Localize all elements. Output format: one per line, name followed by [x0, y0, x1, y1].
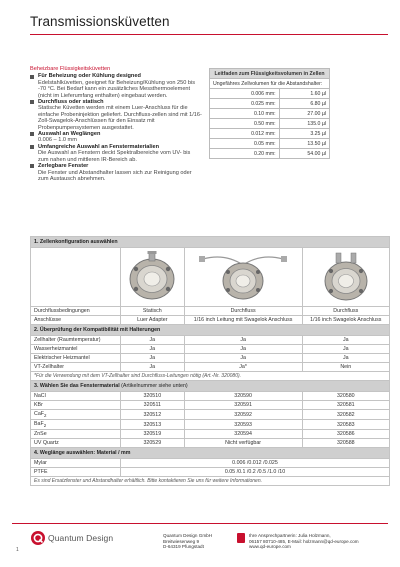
spacer-thickness: 0.012 mm:: [210, 129, 280, 139]
bullet-square-icon: [30, 145, 34, 149]
feature-heading: Umfangreiche Auswahl an Fenstermaterialien: [38, 143, 160, 150]
table-cell: 320529: [121, 439, 185, 448]
table-cell: 320519: [121, 430, 185, 439]
compatibility-note: *Für die Verwendung mit dem VT-Zellhalter sind Durchfluss-Leitungen nötig (Art.-Nr. 320080).: [31, 372, 390, 381]
spacer-thickness: 0.006 mm:: [210, 89, 280, 99]
table-cell: 320510: [121, 392, 185, 401]
row-label: Mylar: [31, 459, 121, 468]
table-cell: Ja: [121, 336, 185, 345]
table-row: [31, 468, 390, 477]
address-line: Quantum Design GmbH: [163, 533, 213, 538]
company-address: [163, 533, 212, 550]
website-link[interactable]: www.qd-europe.com: [249, 544, 291, 550]
volume-table-subtitle: Ungefähres Zellvolumen für die Abstandshalter:: [210, 79, 330, 89]
table-row: [31, 439, 390, 448]
table-cell: Durchfluss: [302, 307, 389, 316]
cell-flow-tube-icon: [195, 251, 291, 303]
spacer-thickness: 0.05 mm:: [210, 139, 280, 149]
row-label: [31, 410, 121, 420]
title-divider: [30, 34, 388, 35]
table-row: [210, 139, 330, 149]
material-name: CaF: [34, 411, 45, 417]
row-label: [31, 392, 121, 401]
table-row: [210, 129, 330, 139]
cell-volume: 13.50 µl: [279, 139, 329, 149]
configuration-table: [30, 236, 390, 486]
table-cell: Luer Adapter: [121, 316, 185, 325]
table-row: [31, 307, 390, 316]
bullet-square-icon: [30, 132, 34, 136]
material-name: BaF: [34, 421, 44, 428]
table-cell: 0.05 /0.1 /0.2 /0.5 /1.0 /10: [121, 468, 390, 477]
table-cell: 320581: [302, 401, 389, 410]
subscript: 2: [44, 413, 47, 419]
table-row: [210, 119, 330, 129]
table-row: [210, 149, 330, 159]
table-cell: Ja*: [184, 363, 302, 372]
cell-images-row: [31, 248, 390, 307]
feature-item: [30, 131, 202, 144]
table-cell: 320594: [184, 430, 302, 439]
feature-text: Statische Küvetten werden mit einem Luer-Anschluss für die einfache Probeninjektion geliefert. Durchfluss-zellen sind mit 1/16-Zoll-Swagelok-Anschlüssen für den Einsatz mit Probenpumpensystemen ausgestattet.: [38, 105, 202, 131]
address-line: Breitwiesenweg 9: [163, 538, 200, 544]
bullet-square-icon: [30, 75, 34, 79]
material-name: UV Quartz: [34, 440, 59, 447]
table-row: [210, 89, 330, 99]
volume-table-title: Leitfaden zum Flüssigkeitsvolumen in Zellen: [210, 69, 330, 79]
table-row: [31, 401, 390, 410]
table-cell: 320512: [121, 410, 185, 420]
subscript: 2: [43, 423, 47, 429]
brand-logo: [31, 531, 113, 545]
section-title: 3. Wählen Sie das Fenstermaterial: [34, 383, 120, 389]
table-cell: 0.006 /0.012 /0.025: [121, 459, 390, 468]
features-subtitle: Beheizbare Flüssigkeitsküvetten: [30, 66, 111, 72]
spacer-thickness: 0.025 mm:: [210, 99, 280, 109]
cell-volume: 27.00 µl: [279, 109, 329, 119]
table-cell: Ja: [121, 363, 185, 372]
table-row: [31, 430, 390, 439]
spacer-thickness: 0.50 mm:: [210, 119, 280, 129]
feature-heading: Auswahl an Weglängen: [38, 131, 101, 138]
table-cell: Nein: [302, 363, 389, 372]
cell-volume: 1.60 µl: [279, 89, 329, 99]
table-cell: 1/16 inch Swagelok Anschluss: [302, 316, 389, 325]
row-label: Anschlüsse: [31, 316, 121, 325]
row-label: VT-Zellhalter: [31, 363, 121, 372]
cell-volume: 3.25 µl: [279, 129, 329, 139]
bullet-square-icon: [30, 164, 34, 168]
page-number: 1: [16, 547, 19, 553]
cell-static-icon: [124, 251, 180, 303]
table-row: [31, 336, 390, 345]
table-cell: Ja: [184, 336, 302, 345]
bullet-square-icon: [30, 100, 34, 104]
table-row: [31, 345, 390, 354]
table-row: [31, 410, 390, 420]
table-cell: Ja: [302, 345, 389, 354]
features-list: [30, 66, 202, 182]
table-cell: 320513: [121, 420, 185, 430]
section-header-path-length: 4. Weglänge auswählen: Material / mm: [31, 448, 390, 459]
row-label: Elektrischer Heizmantel: [31, 354, 121, 363]
brand-name: Quantum Design: [48, 533, 114, 543]
row-label: Zellhalter (Raumtemperatur): [31, 336, 121, 345]
table-cell: Ja: [184, 354, 302, 363]
table-cell: 320588: [302, 439, 389, 448]
address-line: D-64319 Pfungstadt: [163, 544, 204, 550]
feature-item: [30, 99, 202, 131]
feature-heading: Für Beheizung oder Kühlung designed: [38, 73, 141, 80]
table-cell: 320511: [121, 401, 185, 410]
feature-text: Die Auswahl an Fenstern deckt Spektralbereiche vom UV- bis zum nahen und mittleren IR-Bereich ab.: [38, 150, 191, 163]
spare-parts-note: Es sind Ersatzfenster und Abstandhalter erhältlich. Bitte kontaktieren Sie uns für weitere Informationen.: [31, 477, 390, 486]
table-cell: Ja: [184, 345, 302, 354]
page-title: Transmissionsküvetten: [30, 14, 170, 29]
table-cell: 320593: [184, 420, 302, 430]
spacer-thickness: 0.10 mm:: [210, 109, 280, 119]
cell-volume: 6.80 µl: [279, 99, 329, 109]
feature-heading: Durchfluss oder statisch: [38, 99, 104, 106]
quantum-design-logo-icon: [31, 531, 45, 545]
table-cell: Ja: [121, 345, 185, 354]
table-row: [31, 354, 390, 363]
contact-info: [249, 533, 359, 550]
feature-text: Die Fenster und Abstandhalter lassen sich zur Reinigung oder zum Austausch abnehmen.: [38, 169, 192, 182]
section-header-compatibility: 2. Überprüfung der Kompatibilität mit Halterungen: [31, 325, 390, 336]
table-cell: Statisch: [121, 307, 185, 316]
table-cell: 320583: [302, 420, 389, 430]
contact-line: Ihre Ansprechpartnerin: Julia Holzmann,: [249, 533, 331, 538]
feature-heading: Zerlegbare Fenster: [38, 163, 89, 170]
row-label: [31, 420, 121, 430]
footer-divider: [12, 523, 388, 524]
cell-volume: 54.00 µl: [279, 149, 329, 159]
volume-table: [209, 68, 330, 159]
table-cell: Nicht verfügbar: [184, 439, 302, 448]
contact-card-icon: [237, 533, 245, 543]
feature-text: 0.006 – 1.0 mm: [38, 137, 77, 144]
table-cell: 320582: [302, 410, 389, 420]
table-cell: 320580: [302, 392, 389, 401]
row-label: Wasserheizmantel: [31, 345, 121, 354]
section-header-window-material: [31, 381, 390, 392]
table-cell: Ja: [121, 354, 185, 363]
feature-item: [30, 144, 202, 163]
table-row: [31, 459, 390, 468]
cell-volume: 135.0 µl: [279, 119, 329, 129]
row-label: [31, 430, 121, 439]
table-cell: 320591: [184, 401, 302, 410]
table-cell: 320592: [184, 410, 302, 420]
material-name: KBr: [34, 402, 43, 408]
table-row: [210, 109, 330, 119]
table-row: [31, 363, 390, 372]
row-label: Durchflussbedingungen: [31, 307, 121, 316]
table-row: [31, 316, 390, 325]
material-name: NaCl: [34, 393, 46, 399]
row-label: [31, 439, 121, 448]
table-cell: 320586: [302, 430, 389, 439]
cell-flow-swagelok-icon: [318, 251, 374, 303]
contact-line[interactable]: 06157 80710-485, E-Mail: holzmann@qd-europe.com: [249, 538, 359, 544]
spacer-thickness: 0.20 mm:: [210, 149, 280, 159]
row-label: [31, 401, 121, 410]
row-label: PTFE: [31, 468, 121, 477]
material-name: ZnSe: [34, 431, 47, 438]
table-cell: Ja: [302, 336, 389, 345]
table-row: [31, 392, 390, 401]
section-header-config: 1. Zellenkonfiguration auswählen: [31, 237, 390, 248]
table-cell: 1/16 inch Leitung mit Swagelok Anschluss: [184, 316, 302, 325]
table-cell: Ja: [302, 354, 389, 363]
table-cell: 320590: [184, 392, 302, 401]
section-note: (Artikelnummer siehe unten): [121, 383, 188, 389]
table-row: [210, 99, 330, 109]
table-cell: Durchfluss: [184, 307, 302, 316]
feature-item: [30, 163, 202, 182]
feature-item: [30, 73, 202, 99]
table-row: [31, 420, 390, 430]
feature-text: Edelstahlküvetten, geeignet für Beheizung/Kühlung von 250 bis -70 °C. Bei Bedarf kann ein zusätzliches Messthermoelement (nicht im Lieferumfang enthalten) eingebaut werden.: [38, 79, 196, 99]
